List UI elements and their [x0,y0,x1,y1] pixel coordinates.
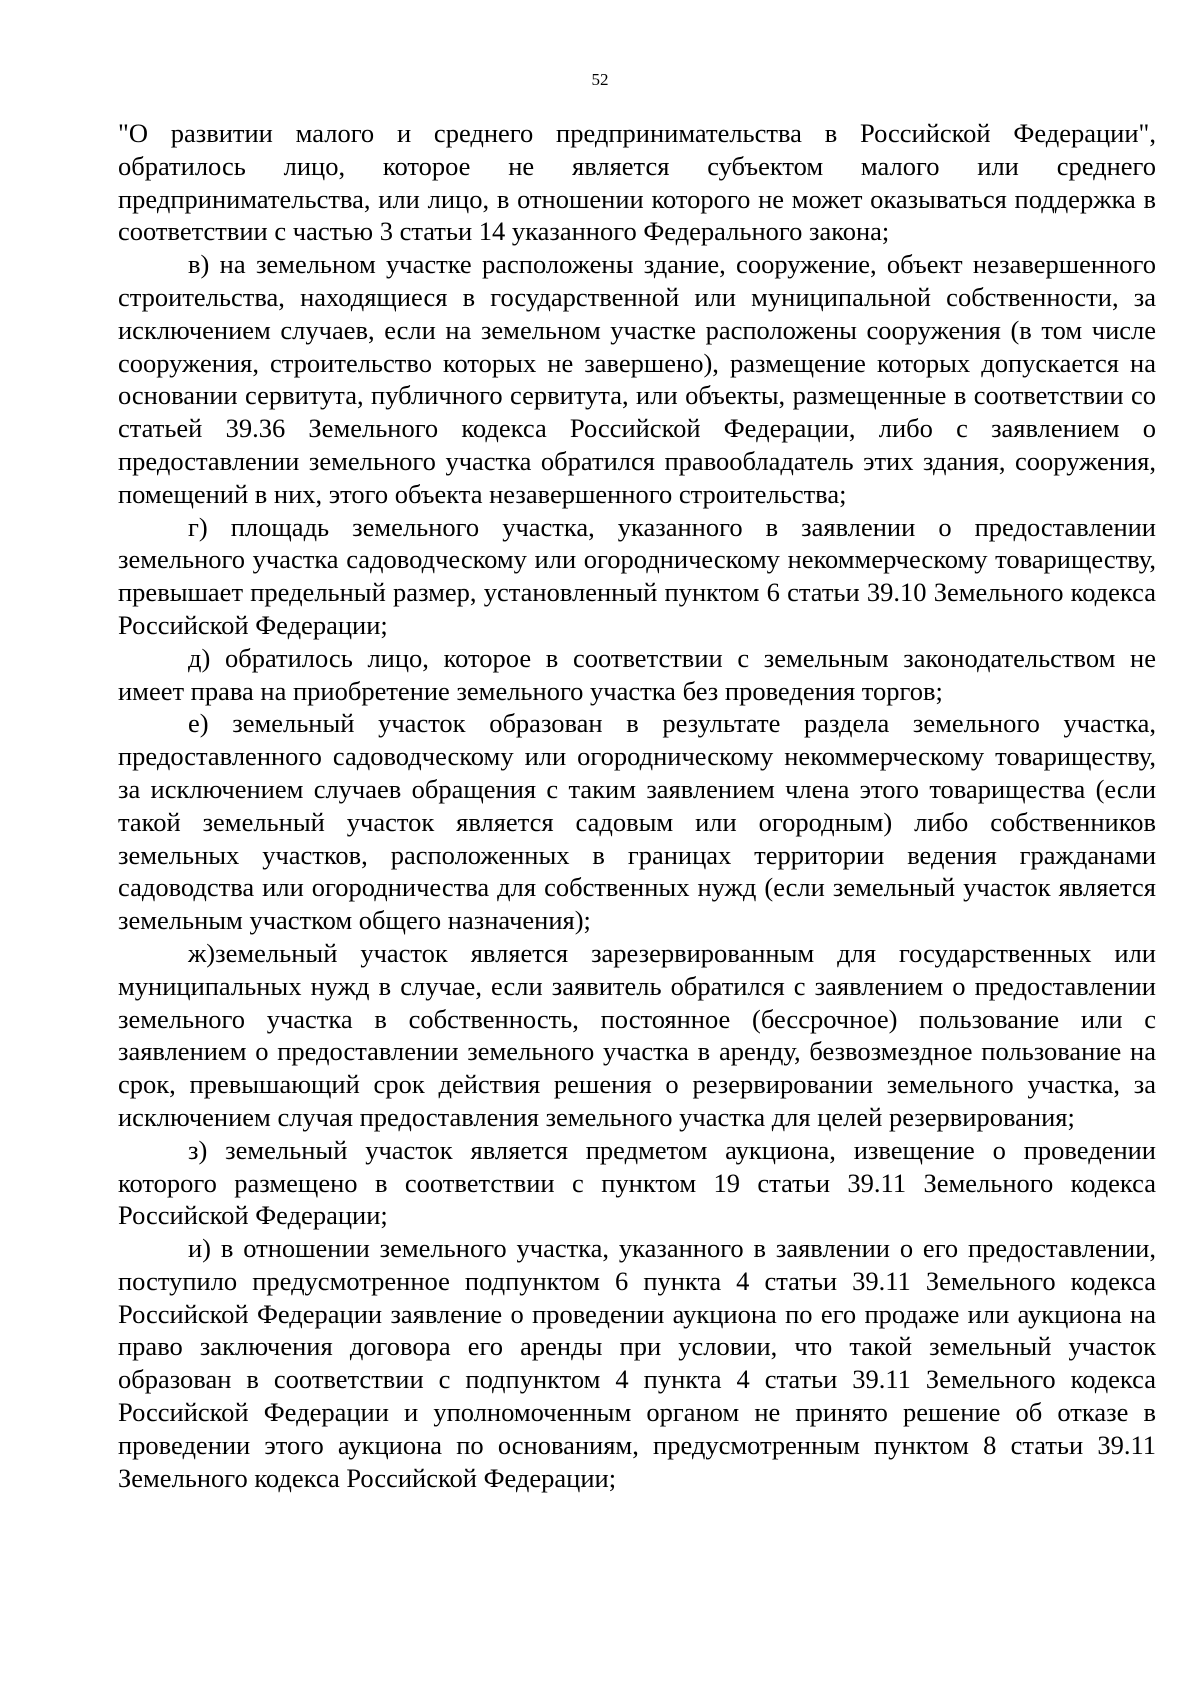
paragraph-item-i: и) в отношении земельного участка, указанного в заявлении о его предоставлении, поступило предусмотренное подпунктом 6 пункта 4 статьи 39.11 Земельного кодекса Российской Федерации заявление о проведении аукциона по его продаже или аукциона на право заключения договора его аренды при условии, что такой земельный участок образован в соответствии с подпунктом 4 пункта 4 статьи 39.11 Земельного кодекса Российской Федерации и уполномоченным органом не принято решение об отказе в проведении этого аукциона по основаниям, предусмотренным пунктом 8 статьи 39.11 Земельного кодекса Российской Федерации; [118,1233,1156,1493]
paragraph-item-v: в) на земельном участке расположены здание, сооружение, объект незавершенного строительства, находящиеся в государственной или муниципальной собственности, за исключением случаев, если на земельном участке расположены сооружения (в том числе сооружения, строительство которых не завершено), размещение которых допускается на основании сервитута, публичного сервитута, или объекты, размещенные в соответствии со статьей 39.36 Земельного кодекса Российской Федерации, либо с заявлением о предоставлении земельного участка обратился правообладатель этих здания, сооружения, помещений в них, этого объекта незавершенного строительства; [118,249,1156,509]
paragraph-continuation: "О развитии малого и среднего предпринимательства в Российской Федерации", обратилось лицо, которое не является субъектом малого или среднего предпринимательства, или лицо, в отношении которого не может оказываться поддержка в соответствии с частью 3 статьи 14 указанного Федерального закона; [118,118,1156,247]
paragraph-item-g: г) площадь земельного участка, указанного в заявлении о предоставлении земельного участка садоводческому или огородническому некоммерческому товариществу, превышает предельный размер, установленный пунктом 6 статьи 39.10 Земельного кодекса Российской Федерации; [118,511,1156,640]
paragraph-item-e: е) земельный участок образован в результате раздела земельного участка, предоставленного садоводческому или огородническому некоммерческому товариществу, за исключением случаев обращения с таким заявлением члена этого товарищества (если такой земельный участок является садовым или огородным) либо собственников земельных участков, расположенных в границах территории ведения гражданами садоводства или огородничества для собственных нужд (если земельный участок является земельным участком общего назначения); [118,708,1156,936]
paragraph-item-d: д) обратилось лицо, которое в соответствии с земельным законодательством не имеет права на приобретение земельного участка без проведения торгов; [118,642,1156,706]
document-body [118,117,1156,1494]
page-number: 52 [591,70,609,89]
paragraph-item-z: з) земельный участок является предметом аукциона, извещение о проведении которого размещено в соответствии с пунктом 19 статьи 39.11 Земельного кодекса Российской Федерации; [118,1134,1156,1231]
paragraph-item-zh: ж)земельный участок является зарезервированным для государственных или муниципальных нужд в случае, если заявитель обратился с заявлением о предоставлении земельного участка в собственность, постоянное (бессрочное) пользование или с заявлением о предоставлении земельного участка в аренду, безвозмездное пользование на срок, превышающий срок действия решения о резервировании земельного участка, за исключением случая предоставления земельного участка для целей резервирования; [118,937,1156,1132]
